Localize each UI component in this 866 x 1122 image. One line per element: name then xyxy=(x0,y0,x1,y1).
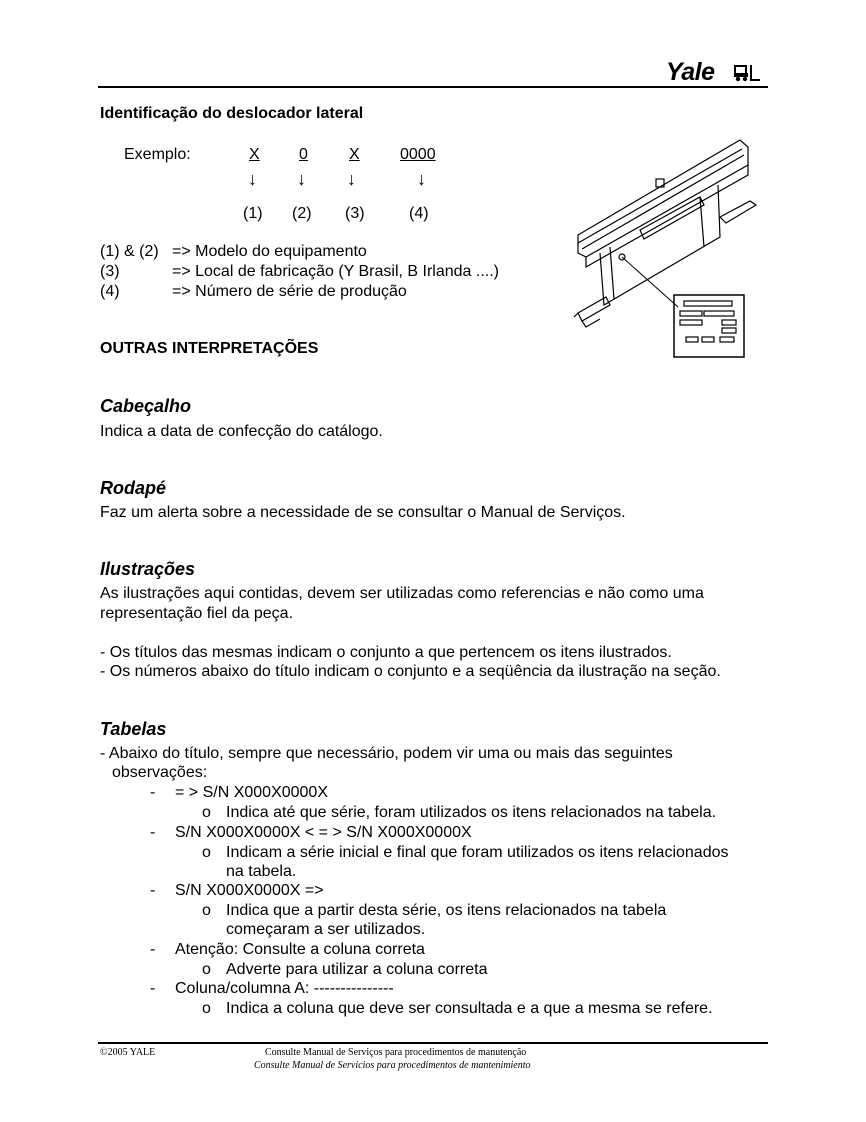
brand-logo: Yale xyxy=(666,58,715,86)
example-index-2: (2) xyxy=(292,205,312,222)
bullet-circle-icon: o xyxy=(202,961,211,978)
bullet-circle-icon: o xyxy=(202,902,211,919)
example-code-1: X xyxy=(249,146,260,163)
forklift-icon xyxy=(733,64,761,82)
example-label: Exemplo: xyxy=(124,146,191,163)
legend-key: (4) xyxy=(100,283,120,300)
list-dash: - xyxy=(150,824,156,841)
list-subitem: Indica até que série, foram utilizados os itens relacionados na tabela. xyxy=(226,804,717,821)
example-code-2: 0 xyxy=(299,146,308,163)
section-heading: OUTRAS INTERPRETAÇÕES xyxy=(100,340,319,357)
example-code-4: 0000 xyxy=(400,146,436,163)
bullet-circle-icon: o xyxy=(202,1000,211,1017)
legend-value: => Modelo do equipamento xyxy=(172,243,367,260)
example-index-3: (3) xyxy=(345,205,365,222)
tabelas-intro: - Abaixo do título, sempre que necessário, podem vir uma ou mais das seguintes xyxy=(100,745,673,762)
ilustracoes-title: Ilustrações xyxy=(100,559,196,579)
side-shifter-illustration xyxy=(570,135,770,365)
tabelas-title: Tabelas xyxy=(100,719,167,739)
cabecalho-title: Cabeçalho xyxy=(100,396,192,416)
legend-value: => Local de fabricação (Y Brasil, B Irlanda ....) xyxy=(172,263,499,280)
list-subitem: Adverte para utilizar a coluna correta xyxy=(226,961,488,978)
footer-note: Consulte Manual de Serviços para procedimentos de manutenção xyxy=(265,1047,527,1058)
list-dash: - xyxy=(150,941,156,958)
list-subitem: Indica a coluna que deve ser consultada e a que a mesma se refere. xyxy=(226,1000,713,1017)
arrow-down-icon: ↓ xyxy=(248,169,257,189)
page-title: Identificação do deslocador lateral xyxy=(100,105,364,122)
example-index-4: (4) xyxy=(409,205,429,222)
ilustracoes-bullet: - Os títulos das mesmas indicam o conjunto a que pertencem os itens ilustrados. xyxy=(100,644,672,661)
footer-rule xyxy=(98,1042,768,1044)
example-index-1: (1) xyxy=(243,205,263,222)
ilustracoes-text: representação fiel da peça. xyxy=(100,605,294,622)
list-dash: - xyxy=(150,980,156,997)
list-subitem: na tabela. xyxy=(226,863,297,880)
list-item: Atenção: Consulte a coluna correta xyxy=(175,941,425,958)
list-item: S/N X000X0000X => xyxy=(175,882,324,899)
ilustracoes-text: As ilustrações aqui contidas, devem ser utilizadas como referencias e não como uma xyxy=(100,585,704,602)
example-code-3: X xyxy=(349,146,360,163)
list-item: Coluna/columna A: --------------- xyxy=(175,980,394,997)
list-dash: - xyxy=(150,784,156,801)
list-subitem: começaram a ser utilizados. xyxy=(226,921,426,938)
arrow-down-icon: ↓ xyxy=(297,169,306,189)
arrow-down-icon: ↓ xyxy=(417,169,426,189)
ilustracoes-bullet: - Os números abaixo do título indicam o conjunto e a seqüência da ilustração na seção. xyxy=(100,663,721,680)
tabelas-intro: observações: xyxy=(112,764,208,781)
list-dash: - xyxy=(150,882,156,899)
list-item: S/N X000X0000X < = > S/N X000X0000X xyxy=(175,824,472,841)
legend-key: (1) & (2) xyxy=(100,243,159,260)
list-item: = > S/N X000X0000X xyxy=(175,784,328,801)
footer-note: Consulte Manual de Servicios para procedimentos de mantenimiento xyxy=(254,1060,531,1071)
footer-copyright: ©2005 YALE xyxy=(100,1047,156,1058)
list-subitem: Indicam a série inicial e final que foram utilizados os itens relacionados xyxy=(226,844,729,861)
header-rule xyxy=(98,86,768,88)
bullet-circle-icon: o xyxy=(202,804,211,821)
list-subitem: Indica que a partir desta série, os itens relacionados na tabela xyxy=(226,902,667,919)
legend-value: => Número de série de produção xyxy=(172,283,407,300)
cabecalho-text: Indica a data de confecção do catálogo. xyxy=(100,423,383,440)
rodape-text: Faz um alerta sobre a necessidade de se consultar o Manual de Serviços. xyxy=(100,504,626,521)
bullet-circle-icon: o xyxy=(202,844,211,861)
arrow-down-icon: ↓ xyxy=(347,169,356,189)
legend-key: (3) xyxy=(100,263,120,280)
rodape-title: Rodapé xyxy=(100,478,167,498)
